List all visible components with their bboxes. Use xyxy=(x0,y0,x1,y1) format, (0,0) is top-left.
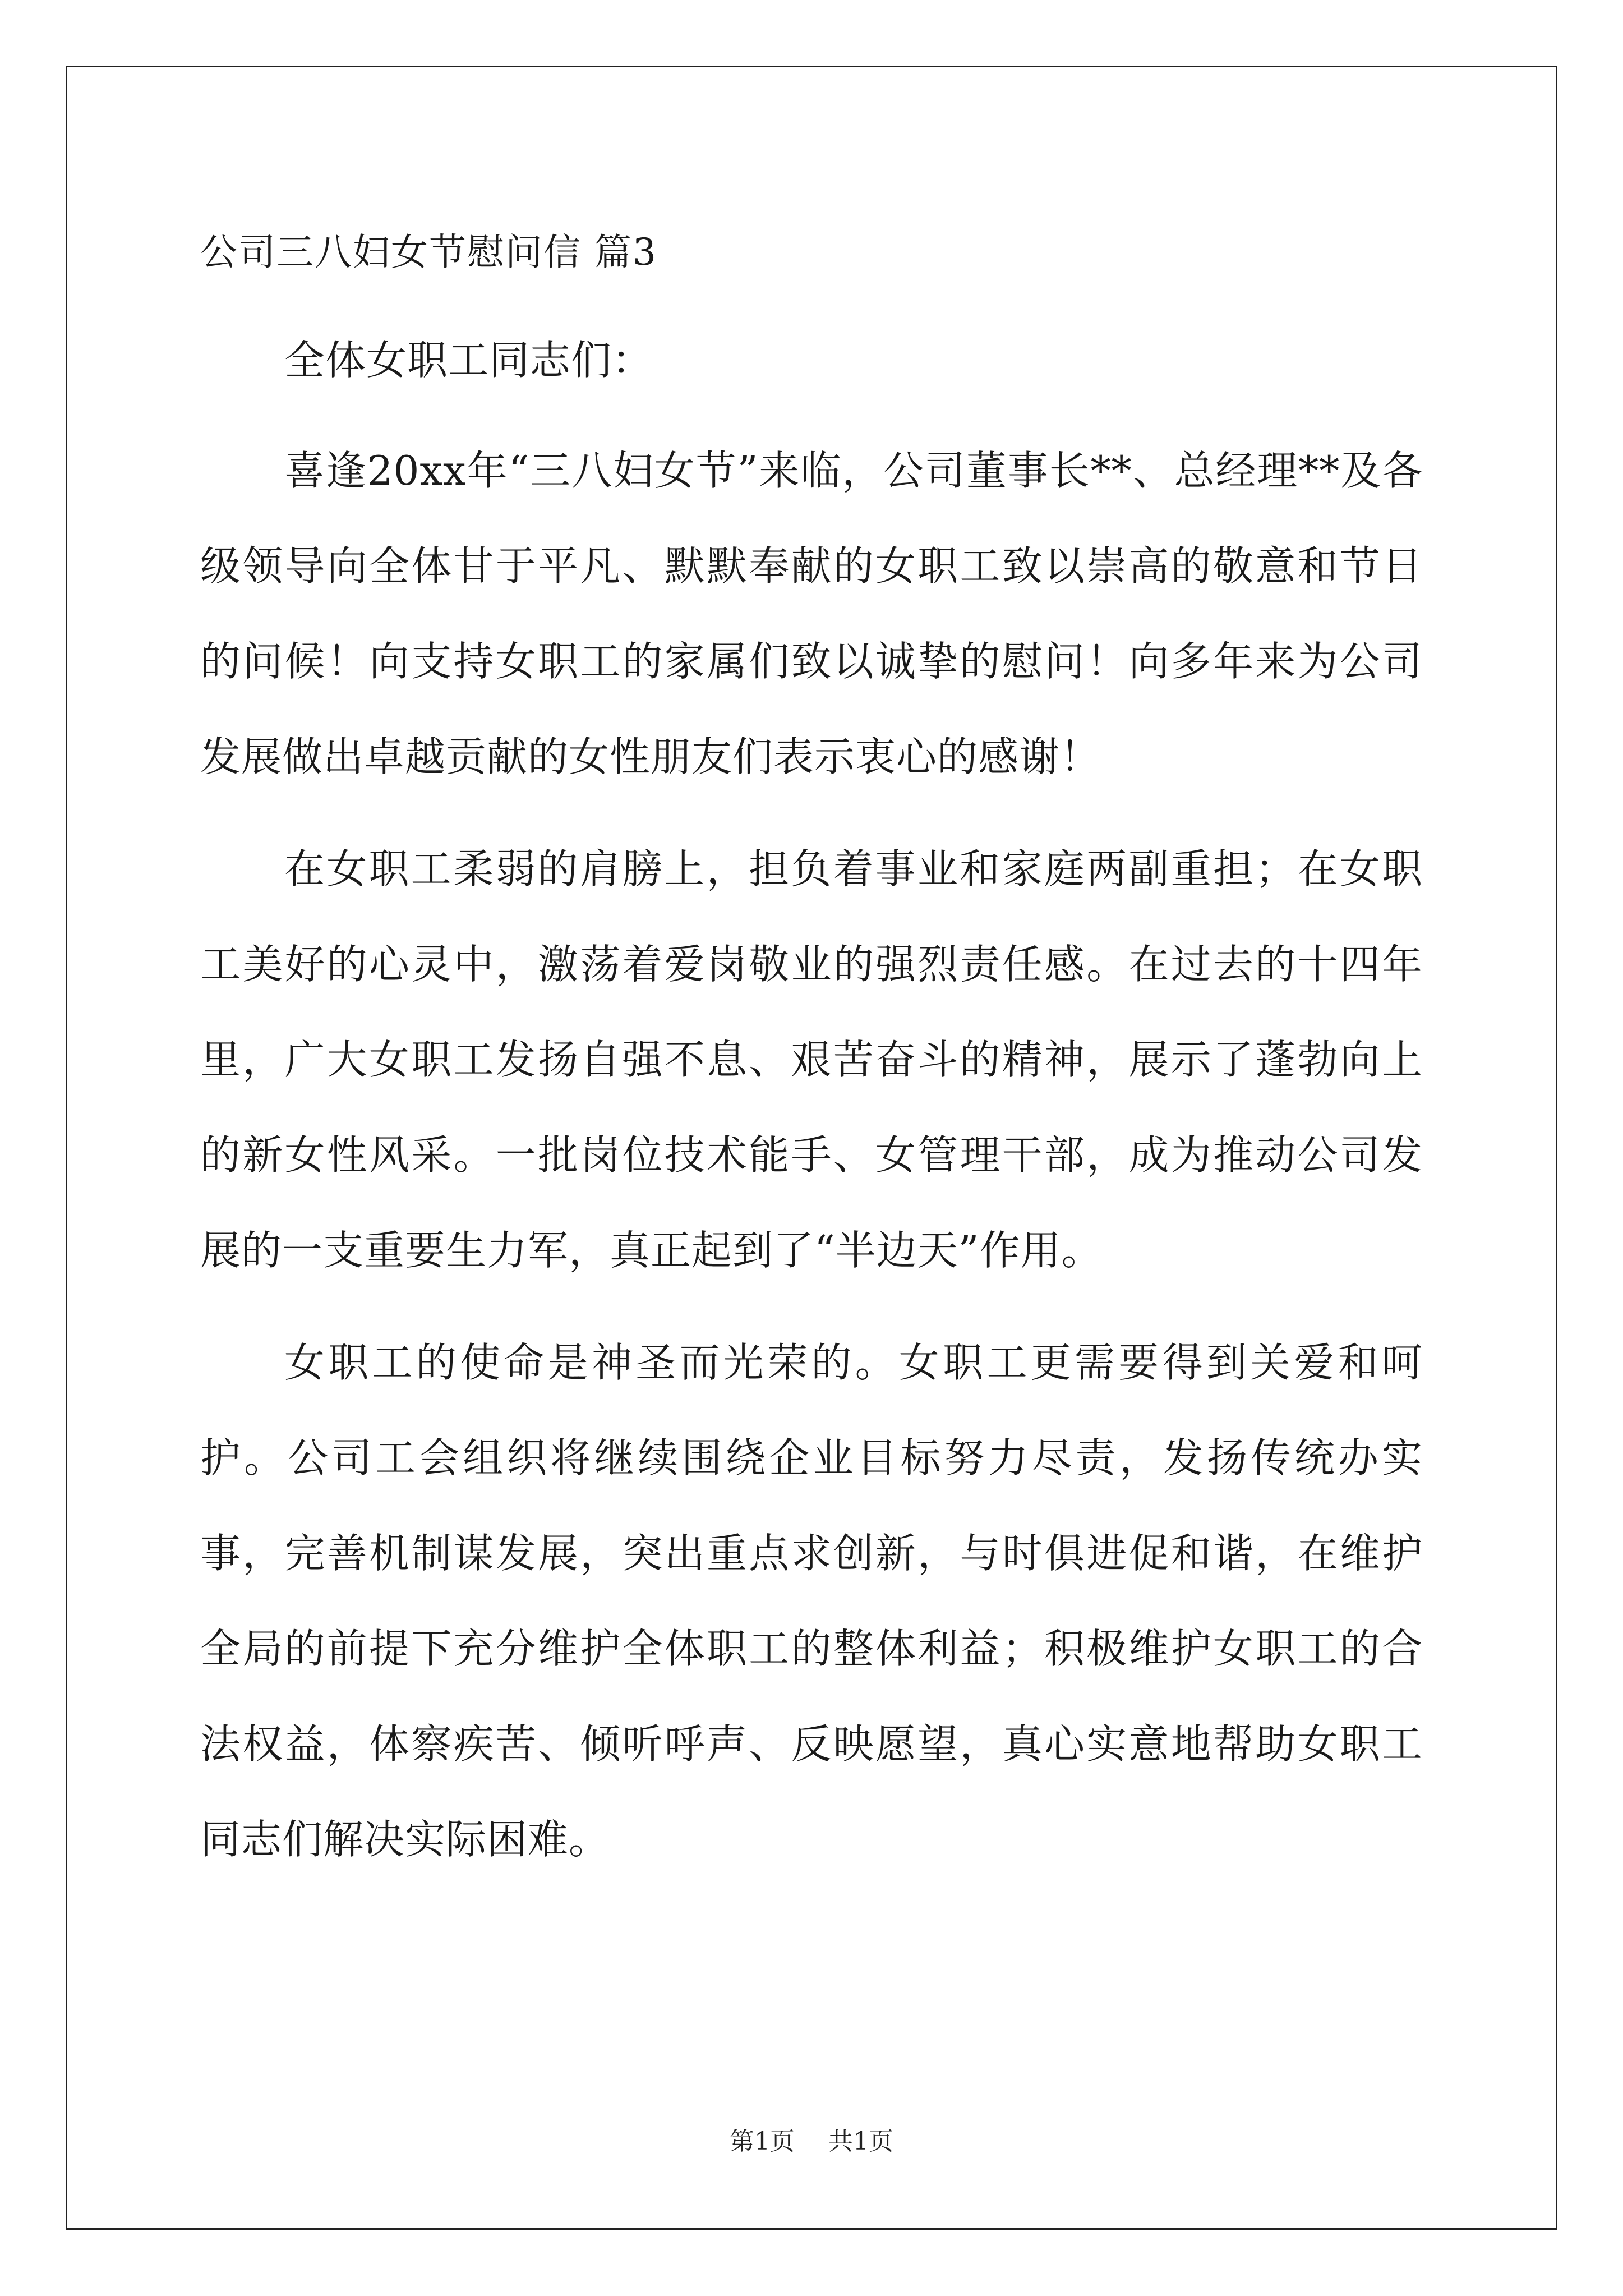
document-body xyxy=(200,224,1423,1887)
page-footer xyxy=(0,2125,1623,2159)
paragraph-2: 在女职工柔弱的肩膀上，担负着事业和家庭两副重担；在女职工美好的心灵中，激荡着爱岗敬业的强烈责任感。在过去的十四年里，广大女职工发扬自强不息、艰苦奋斗的精神，展示了蓬勃向上的新女性风采。一批岗位技术能手、女管理干部，成为推动公司发展的一支重要生力军，真正起到了“半边天”作用。 xyxy=(200,845,1423,1274)
page-number-current: 第1页 xyxy=(730,2127,795,2156)
salutation: 全体女职工同志们： xyxy=(284,337,653,384)
page-number-total: 共1页 xyxy=(828,2127,893,2156)
paragraph-1: 喜逢20xx年“三八妇女节”来临，公司董事长**、总经理**及各级领导向全体甘于平凡、默默奉献的女职工致以崇高的敬意和节日的问候！向支持女职工的家属们致以诚挚的慰问！向多年来为公司发展做出卓越贡献的女性朋友们表示衷心的感谢！ xyxy=(200,447,1423,780)
document-title: 公司三八妇女节慰问信 篇3 xyxy=(200,231,657,274)
paragraph-3: 女职工的使命是神圣而光荣的。女职工更需要得到关爱和呵护。公司工会组织将继续围绕企业目标努力尽责，发扬传统办实事，完善机制谋发展，突出重点求创新，与时俱进促和谐，在维护全局的前提下充分维护全体职工的整体利益；积极维护女职工的合法权益，体察疾苦、倾听呼声、反映愿望，真心实意地帮助女职工同志们解决实际困难。 xyxy=(200,1339,1423,1863)
